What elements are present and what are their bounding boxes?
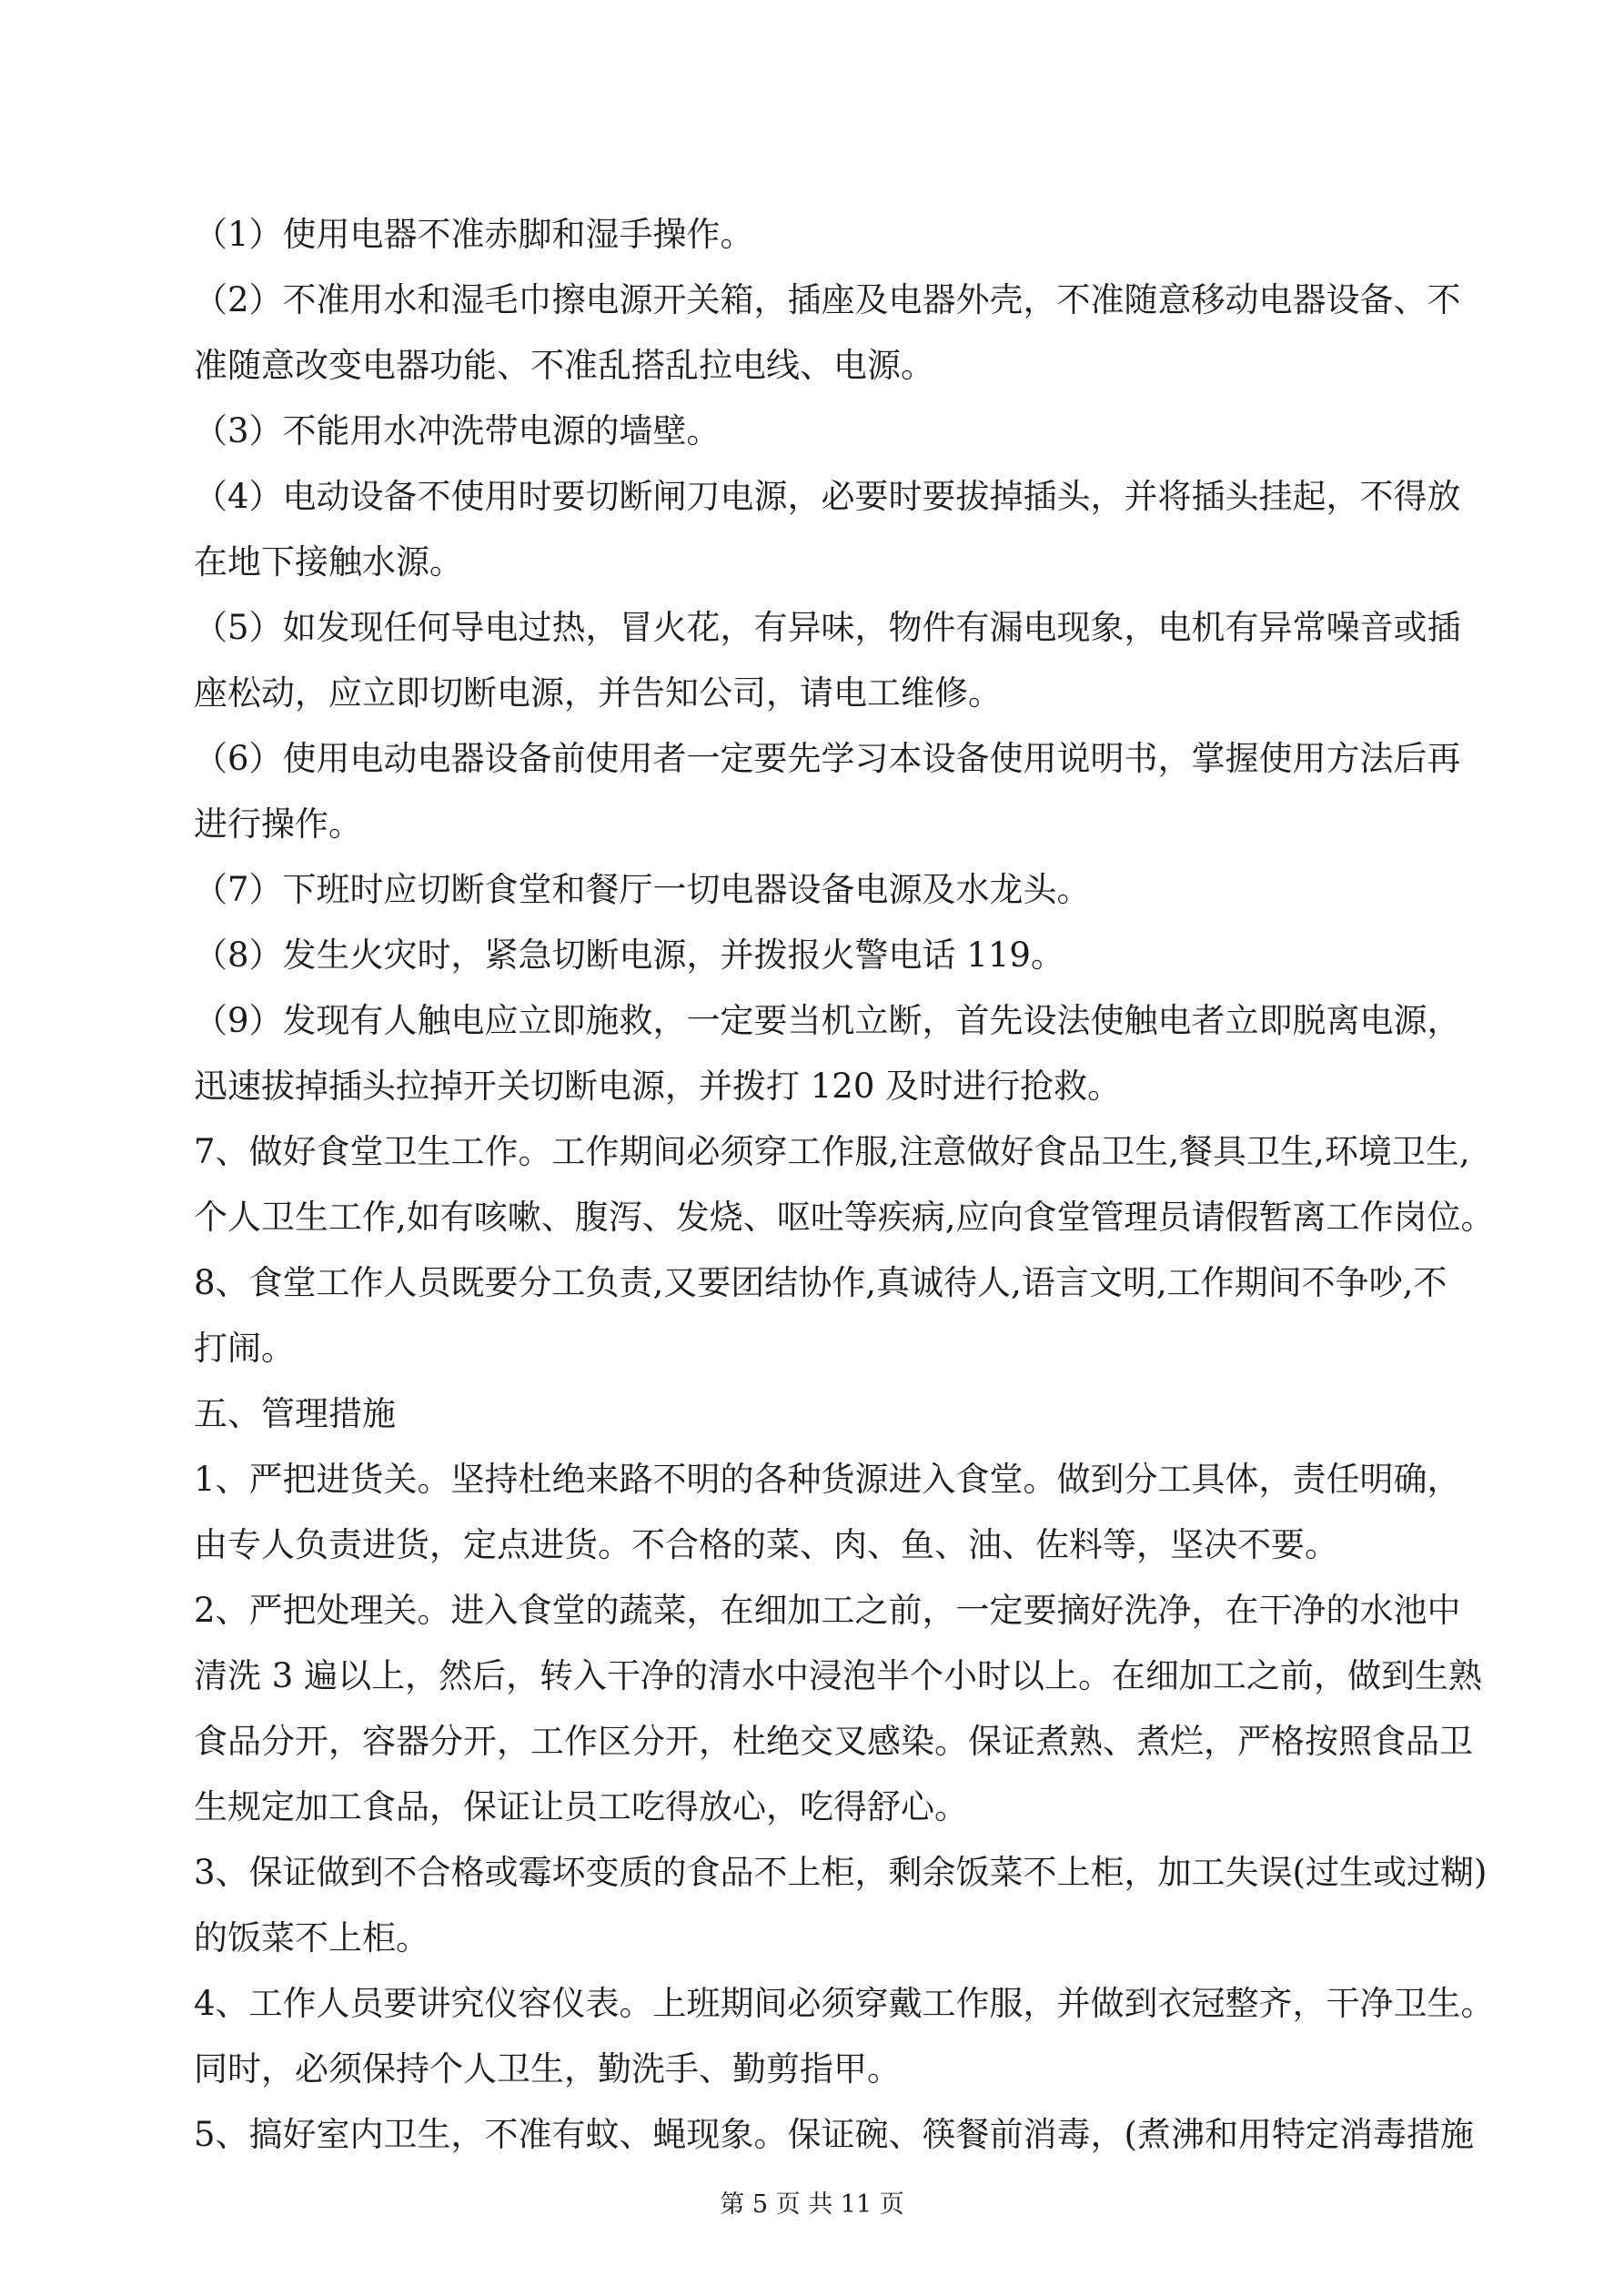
text-line: 由专人负责进货，定点进货。不合格的菜、肉、鱼、油、佐料等，坚决不要。 (194, 1525, 1338, 1564)
text-line: 8、食堂工作人员既要分工负责,又要团结协作,真诚待人,语言文明,工作期间不争吵,不 (194, 1263, 1447, 1302)
body-text (194, 202, 1495, 2168)
text-line: 座松动，应立即切断电源，并告知公司，请电工维修。 (194, 673, 1002, 713)
text-line: （1）使用电器不准赤脚和湿手操作。 (194, 215, 754, 254)
text-line: （8）发生火灾时，紧急切断电源，并拨报火警电话 119。 (194, 936, 1064, 975)
text-line: 3、保证做到不合格或霉坏变质的食品不上柜，剩余饭菜不上柜，加工失误(过生或过糊) (194, 1853, 1488, 1892)
text-line: 生规定加工食品，保证让员工吃得放心，吃得舒心。 (194, 1787, 968, 1826)
text-line: 4、工作人员要讲究仪容仪表。上班期间必须穿戴工作服，并做到衣冠整齐，干净卫生。 (194, 1984, 1495, 2023)
text-line: （7）下班时应切断食堂和餐厅一切电器设备电源及水龙头。 (194, 870, 1091, 909)
text-line: 同时，必须保持个人卫生，勤洗手、勤剪指甲。 (194, 2049, 901, 2089)
text-line: 2、严把处理关。进入食堂的蔬菜，在细加工之前，一定要摘好洗净，在干净的水池中 (194, 1591, 1461, 1630)
text-line: （5）如发现任何导电过热，冒火花，有异味，物件有漏电现象，电机有异常噪音或插 (194, 608, 1461, 647)
page-footer: 第 5 页 共 11 页 (720, 2190, 904, 2219)
text-line: 清洗 3 遍以上，然后，转入干净的清水中浸泡半个小时以上。在细加工之前，做到生熟 (194, 1656, 1483, 1695)
text-line: 迅速拔掉插头拉掉开关切断电源，并拨打 120 及时进行抢救。 (194, 1067, 1122, 1106)
text-line: 进行操作。 (194, 804, 362, 844)
text-line: （2）不准用水和湿毛巾擦电源开关箱，插座及电器外壳，不准随意移动电器设备、不 (194, 280, 1461, 319)
text-line: 准随意改变电器功能、不准乱搭乱拉电线、电源。 (194, 346, 934, 385)
section-heading: 五、管理措施 (194, 1394, 396, 1433)
text-line: （6）使用电动电器设备前使用者一定要先学习本设备使用说明书，掌握使用方法后再 (194, 739, 1461, 778)
text-line: 在地下接触水源。 (194, 542, 463, 582)
text-line: 的饭菜不上柜。 (194, 1918, 429, 1957)
text-line: （3）不能用水冲洗带电源的墙壁。 (194, 411, 721, 450)
text-line: 食品分开，容器分开，工作区分开，杜绝交叉感染。保证煮熟、煮烂，严格按照食品卫 (194, 1722, 1473, 1761)
text-line: （4）电动设备不使用时要切断闸刀电源，必要时要拔掉插头，并将插头挂起，不得放 (194, 477, 1461, 516)
text-line: 1、严把进货关。坚持杜绝来路不明的各种货源进入食堂。做到分工具体，责任明确， (194, 1460, 1461, 1499)
text-line: 5、搞好室内卫生，不准有蚊、蝇现象。保证碗、筷餐前消毒，(煮沸和用特定消毒措施 (194, 2115, 1474, 2154)
text-line: （9）发现有人触电应立即施救，一定要当机立断，首先设法使触电者立即脱离电源， (194, 1001, 1461, 1040)
text-line: 打闹。 (194, 1329, 295, 1368)
text-line: 个人卫生工作,如有咳嗽、腹泻、发烧、呕吐等疾病,应向食堂管理员请假暂离工作岗位。 (194, 1198, 1495, 1237)
text-line: 7、做好食堂卫生工作。工作期间必须穿工作服,注意做好食品卫生,餐具卫生,环境卫生, (194, 1132, 1470, 1171)
